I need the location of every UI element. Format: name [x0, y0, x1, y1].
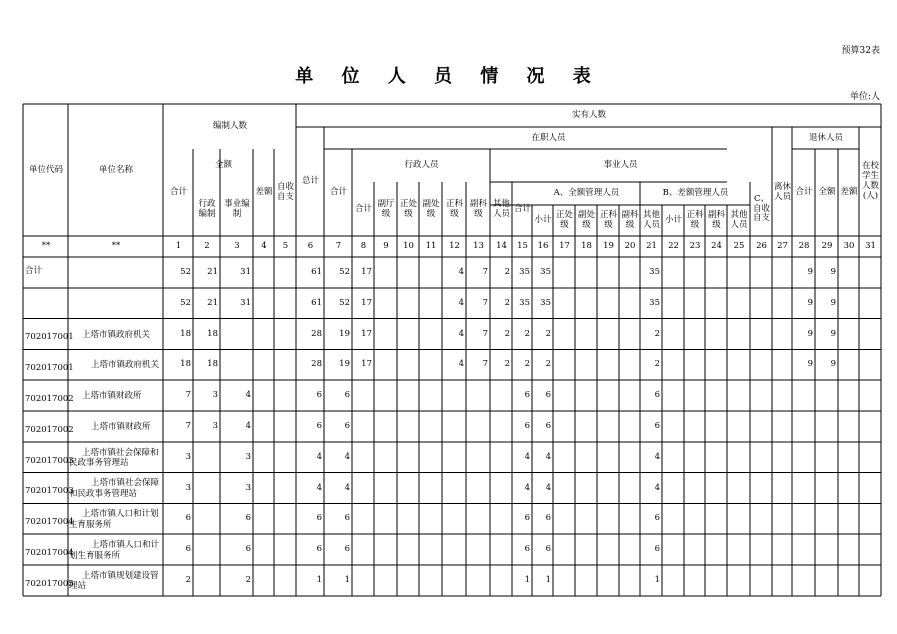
header-a-deputy-section: 副科级: [621, 210, 639, 230]
value-cell-col-3: 6: [245, 513, 251, 524]
column-number: 2: [204, 241, 210, 252]
header-fully-funded: 全额: [214, 160, 232, 171]
value-cell-col-14: 2: [504, 267, 510, 277]
value-cell-col-21: 6: [654, 513, 660, 524]
value-cell-col-21: 2: [654, 328, 660, 339]
total-label: 合计: [25, 266, 43, 276]
value-cell-col-16: 4: [545, 482, 551, 493]
header-in-service-total: 合计: [329, 187, 347, 198]
column-number: 7: [335, 241, 342, 252]
column-number: 14: [496, 241, 507, 252]
value-cell-col-1: 52: [180, 297, 191, 308]
header-retired-group: 退休人员: [808, 132, 843, 143]
header-deputy-section: 副科级: [469, 198, 487, 219]
value-cell-col-14: 2: [504, 297, 510, 308]
value-cell-col-3: 6: [245, 544, 251, 555]
value-cell-col-8: 17: [361, 297, 372, 308]
header-mgmt-c: C、自收自支: [752, 193, 770, 224]
value-cell-col-29: 9: [830, 359, 836, 370]
column-number: 25: [733, 241, 745, 252]
header-mgmt-a: A、全额管理人员: [553, 188, 620, 199]
column-number: 15: [517, 241, 528, 252]
value-cell-col-3: 31: [240, 297, 251, 308]
value-cell-col-1: 3: [185, 451, 191, 462]
header-deputy-division: 副处级: [422, 198, 440, 219]
header-a-full-section: 正科级: [599, 210, 617, 230]
value-cell-col-15: 2: [524, 359, 530, 370]
value-cell-col-7: 4: [344, 482, 350, 493]
value-cell-col-7: 52: [339, 267, 350, 277]
value-cell-col-1: 18: [180, 359, 191, 370]
value-cell-col-16: 35: [540, 267, 551, 277]
value-cell-col-13: 7: [482, 328, 488, 339]
column-number: 9: [383, 241, 389, 252]
column-number: 4: [261, 241, 267, 252]
column-number: 13: [473, 241, 484, 252]
column-number: 20: [624, 241, 636, 252]
unit-name-cell: 上塔市镇社会保障和民政事务管理站: [69, 478, 160, 499]
column-number: 28: [798, 241, 810, 252]
column-number: 26: [756, 241, 767, 252]
header-deputy-dept: 副厅级: [377, 198, 395, 219]
header-self-funded: 自收自支: [276, 182, 294, 202]
value-cell-col-6: 6: [316, 513, 322, 524]
value-cell-col-7: 6: [344, 421, 350, 431]
column-number: 1: [175, 241, 182, 252]
value-cell-col-6: 28: [311, 328, 322, 339]
value-cell-col-3: 2: [245, 575, 251, 585]
value-cell-col-14: 2: [504, 359, 510, 370]
header-admin-staff: 行政人员: [404, 160, 439, 171]
value-cell-col-16: 6: [545, 513, 551, 524]
header-other-staff: 其他人员: [492, 198, 510, 219]
value-cell-col-1: 7: [185, 390, 191, 401]
header-admin-establishment: 行政编制: [198, 198, 216, 219]
value-cell-col-2: 21: [207, 297, 218, 308]
unit-name-cell: 上塔市镇规划建设管理站: [69, 570, 159, 592]
document-title: 单 位 人 员 情 况 表: [295, 66, 602, 87]
unit-code-cell: 702017005: [25, 578, 74, 589]
column-number: **: [41, 241, 51, 252]
value-cell-col-6: 6: [316, 544, 322, 555]
value-cell-col-1: 6: [185, 513, 191, 524]
value-cell-col-8: 17: [361, 359, 372, 370]
column-number: 21: [646, 241, 657, 252]
value-cell-col-16: 4: [545, 451, 551, 462]
header-b-full-section: 正科级: [686, 210, 704, 230]
header-actual: 实有人数: [571, 110, 606, 121]
value-cell-col-1: 52: [180, 267, 191, 277]
unit-code-cell: 702017004: [25, 517, 74, 528]
header-full-section: 正科级: [445, 198, 463, 219]
unit-code-cell: 702017002: [25, 424, 74, 435]
value-cell-col-8: 17: [361, 328, 372, 339]
unit-code-cell: 702017001: [25, 332, 74, 343]
header-institution-establishment: 事业编制: [224, 198, 250, 219]
value-cell-col-7: 6: [344, 390, 350, 401]
value-cell-col-7: 6: [344, 544, 350, 555]
column-number: 29: [821, 241, 833, 252]
header-b-subtotal: 小计: [664, 215, 682, 226]
value-cell-col-1: 3: [185, 482, 191, 493]
value-cell-col-16: 2: [545, 328, 551, 339]
header-full-division: 正处级: [399, 198, 417, 219]
column-number: 31: [865, 241, 876, 252]
value-cell-col-3: 3: [245, 451, 251, 462]
header-b-deputy-section: 副科级: [707, 210, 725, 230]
unit-note: 单位:人: [849, 92, 880, 102]
unit-code-cell: 702017001: [25, 363, 74, 374]
header-mgmt-b: B、差额管理人员: [662, 188, 729, 199]
unit-code-cell: 702017004: [25, 548, 74, 558]
value-cell-col-16: 1: [545, 575, 551, 585]
value-cell-col-16: 6: [545, 421, 551, 431]
column-number: 11: [425, 241, 437, 252]
value-cell-col-21: 2: [654, 359, 660, 370]
value-cell-col-15: 35: [519, 267, 530, 277]
value-cell-col-21: 1: [654, 575, 660, 585]
header-inst-subtotal: 合计: [513, 203, 531, 214]
column-number: 10: [403, 241, 414, 252]
header-a-subtotal: 小计: [534, 215, 552, 226]
header-retired-difference: 差额: [840, 187, 858, 198]
column-number: 3: [234, 241, 240, 252]
value-cell-col-6: 4: [316, 451, 322, 462]
value-cell-col-29: 9: [830, 267, 836, 277]
value-cell-col-15: 6: [524, 390, 530, 401]
form-number: 预算32表: [841, 46, 880, 56]
header-established-total: 合计: [169, 187, 187, 198]
value-cell-col-16: 35: [540, 297, 551, 308]
value-cell-col-12: 4: [458, 297, 464, 308]
unit-code-cell: 702017003: [25, 486, 74, 497]
header-students: 在校学生人数(人): [861, 161, 879, 201]
unit-name-cell: 上塔市镇财政所: [91, 422, 151, 433]
value-cell-col-13: 7: [482, 359, 488, 370]
value-cell-col-6: 61: [311, 267, 322, 277]
value-cell-col-28: 9: [807, 328, 813, 339]
value-cell-col-7: 4: [344, 451, 350, 462]
column-number: 30: [843, 241, 855, 252]
column-number: 5: [282, 241, 289, 252]
header-total: 总计: [301, 176, 319, 187]
column-number: 16: [537, 241, 549, 252]
value-cell-col-15: 2: [524, 328, 530, 339]
header-unit-name: 单位名称: [98, 164, 133, 175]
header-retired-full: 全额: [818, 187, 836, 198]
unit-name-cell: 上塔市镇社会保障和民政事务管理站: [69, 447, 159, 469]
unit-code-cell: 702017002: [25, 394, 74, 404]
column-number: 27: [777, 241, 788, 252]
column-number: 18: [581, 241, 592, 252]
header-a-full-division: 正处级: [555, 210, 573, 230]
value-cell-col-15: 4: [524, 451, 530, 462]
unit-name-cell: 上塔市镇人口和计划生育服务所: [69, 509, 159, 530]
value-cell-col-21: 6: [654, 421, 660, 431]
header-institution-staff: 事业人员: [603, 160, 638, 171]
value-cell-col-3: 3: [245, 482, 251, 493]
value-cell-col-1: 18: [180, 328, 191, 339]
value-cell-col-21: 6: [654, 544, 660, 555]
value-cell-col-7: 19: [339, 359, 350, 370]
value-cell-col-6: 4: [316, 482, 322, 493]
value-cell-col-6: 6: [316, 421, 322, 431]
value-cell-col-21: 35: [649, 297, 660, 308]
value-cell-col-3: 4: [245, 421, 251, 431]
value-cell-col-14: 2: [504, 328, 510, 339]
value-cell-col-29: 9: [830, 297, 836, 308]
header-difference-funded: 差额: [255, 187, 273, 198]
value-cell-col-6: 61: [311, 297, 322, 308]
value-cell-col-2: 3: [212, 390, 218, 401]
value-cell-col-12: 4: [458, 267, 464, 277]
value-cell-col-13: 7: [482, 297, 488, 308]
column-number: **: [111, 241, 121, 252]
header-unit-code: 单位代码: [28, 164, 63, 175]
value-cell-col-29: 9: [830, 328, 836, 339]
value-cell-col-7: 52: [339, 297, 350, 308]
unit-name-cell: 上塔市镇人口和计划生育服务所: [69, 539, 160, 561]
value-cell-col-16: 2: [545, 359, 551, 370]
value-cell-col-21: 35: [649, 267, 660, 277]
header-retired: 离休人员: [774, 182, 792, 202]
value-cell-col-12: 4: [458, 359, 464, 370]
value-cell-col-1: 7: [185, 421, 191, 431]
value-cell-col-7: 1: [344, 575, 350, 585]
value-cell-col-3: 31: [240, 267, 251, 277]
column-number: 6: [307, 241, 314, 252]
value-cell-col-21: 6: [654, 390, 660, 401]
value-cell-col-7: 19: [339, 328, 350, 339]
header-a-deputy-division: 副处级: [577, 210, 595, 230]
header-established: 编制人数: [212, 121, 247, 132]
header-retired-total: 合计: [795, 187, 813, 198]
header-b-other: 其他人员: [730, 210, 748, 230]
value-cell-col-16: 6: [545, 544, 551, 555]
column-number: 24: [711, 241, 722, 252]
value-cell-col-28: 9: [807, 297, 813, 308]
value-cell-col-28: 9: [807, 359, 813, 370]
value-cell-col-1: 2: [185, 575, 191, 585]
value-cell-col-2: 3: [212, 421, 218, 431]
header-admin-subtotal: 合计: [354, 203, 372, 214]
value-cell-col-21: 4: [654, 482, 660, 493]
value-cell-col-12: 4: [458, 328, 464, 339]
value-cell-col-3: 4: [245, 390, 251, 401]
value-cell-col-1: 6: [185, 544, 191, 555]
value-cell-col-16: 6: [545, 390, 551, 401]
column-number: 12: [449, 241, 460, 252]
value-cell-col-8: 17: [361, 267, 372, 277]
unit-code-cell: 702017003: [25, 455, 74, 466]
value-cell-col-2: 21: [207, 267, 218, 277]
value-cell-col-7: 6: [344, 513, 350, 524]
value-cell-col-6: 1: [316, 575, 322, 585]
column-number: 23: [689, 241, 701, 252]
value-cell-col-6: 6: [316, 390, 322, 401]
column-number: 19: [603, 241, 614, 252]
column-number: 8: [360, 241, 367, 252]
value-cell-col-15: 6: [524, 513, 530, 524]
value-cell-col-13: 7: [482, 267, 488, 277]
header-a-other: 其他人员: [642, 210, 660, 230]
value-cell-col-21: 4: [654, 451, 660, 462]
value-cell-col-6: 28: [311, 359, 322, 370]
value-cell-col-15: 1: [524, 575, 530, 585]
unit-name-cell: 上塔市镇政府机关: [91, 360, 160, 371]
value-cell-col-15: 35: [519, 297, 530, 308]
value-cell-col-15: 6: [524, 421, 530, 431]
column-number: 17: [559, 241, 570, 252]
unit-name-cell: 上塔市镇财政所: [82, 391, 142, 402]
value-cell-col-28: 9: [807, 267, 813, 277]
value-cell-col-2: 18: [207, 328, 218, 339]
value-cell-col-15: 4: [524, 482, 530, 493]
value-cell-col-2: 18: [207, 359, 218, 370]
unit-name-cell: 上塔市镇政府机关: [82, 329, 151, 340]
header-in-service: 在职人员: [531, 132, 566, 143]
value-cell-col-15: 6: [524, 544, 530, 555]
column-number: 22: [668, 241, 679, 252]
